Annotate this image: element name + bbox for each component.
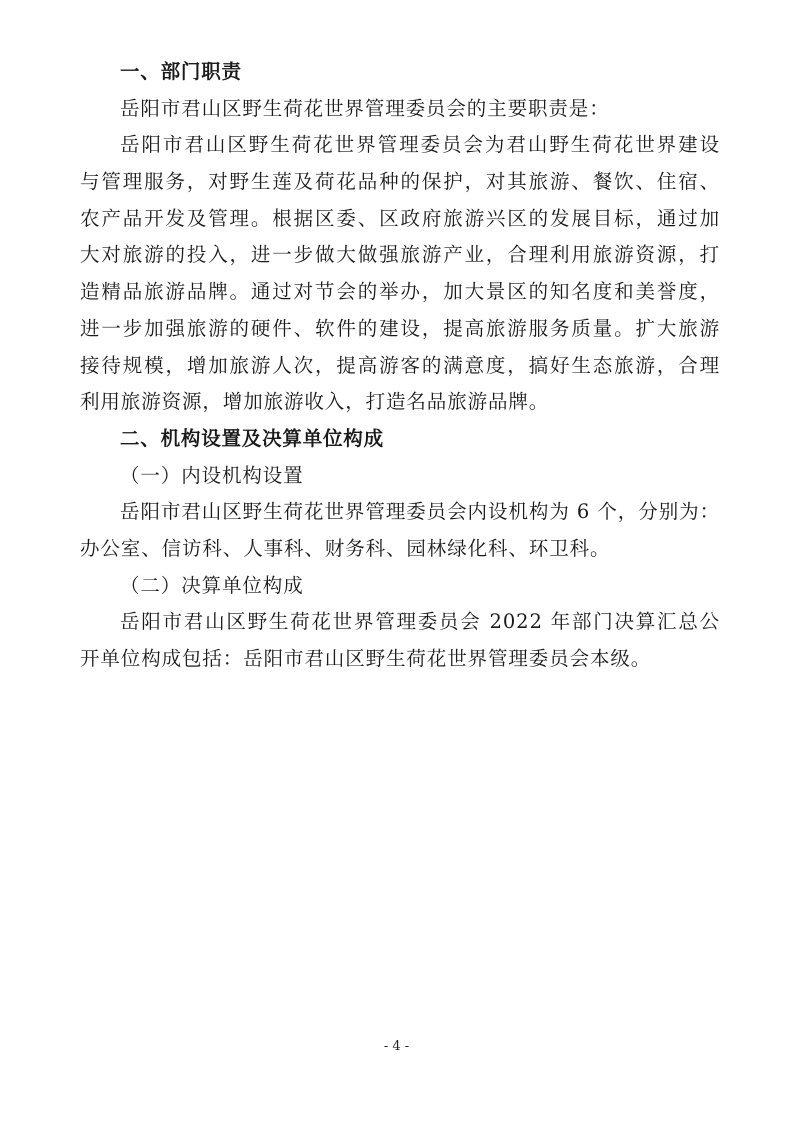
duties-paragraph — [80, 127, 720, 421]
internal-units-paragraph — [80, 494, 720, 567]
document-body — [80, 54, 720, 678]
paragraph-line: 办公室、信访科、人事科、财务科、园林绿化科、环卫科。 — [80, 536, 611, 560]
paragraph-line: 岳阳市君山区野生荷花世界管理委员会内设机构为 6 个，分别为： — [120, 500, 720, 524]
paragraph-line: 岳阳市君山区野生荷花世界管理委员会为君山野生荷花世界建设 — [120, 133, 720, 157]
paragraph-line: 造精品旅游品牌。通过对节会的举办，加大景区的知名度和美誉度， — [80, 280, 720, 304]
subsection-title-internal-units: （一）内设机构设置 — [120, 463, 304, 487]
paragraph-line: 利用旅游资源，增加旅游收入，打造名品旅游品牌。 — [80, 390, 550, 414]
paragraph-line: 与管理服务，对野生莲及荷花品种的保护，对其旅游、餐饮、住宿、 — [80, 170, 720, 194]
budget-units-paragraph — [80, 604, 720, 677]
section-heading-organization: 二、机构设置及决算单位构成 — [120, 426, 384, 450]
subsection-title-budget-units: （二）决算单位构成 — [120, 573, 304, 597]
section-heading-duties: 一、部门职责 — [120, 60, 242, 83]
paragraph-line: 岳阳市君山区野生荷花世界管理委员会 2022 年部门决算汇总公 — [120, 610, 720, 634]
page-number: - 4 - — [383, 1039, 410, 1054]
paragraph-line: 开单位构成包括：岳阳市君山区野生荷花世界管理委员会本级。 — [80, 647, 652, 670]
paragraph-line: 农产品开发及管理。根据区委、区政府旅游兴区的发展目标，通过加 — [80, 206, 720, 230]
paragraph-line: 接待规模，增加旅游人次，提高游客的满意度，搞好生态旅游，合理 — [80, 353, 720, 377]
duties-intro: 岳阳市君山区野生荷花世界管理委员会的主要职责是： — [120, 96, 610, 120]
paragraph-line: 大对旅游的投入，进一步做大做强旅游产业，合理利用旅游资源，打 — [80, 243, 720, 267]
paragraph-line: 进一步加强旅游的硬件、软件的建设，提高旅游服务质量。扩大旅游 — [80, 316, 720, 340]
